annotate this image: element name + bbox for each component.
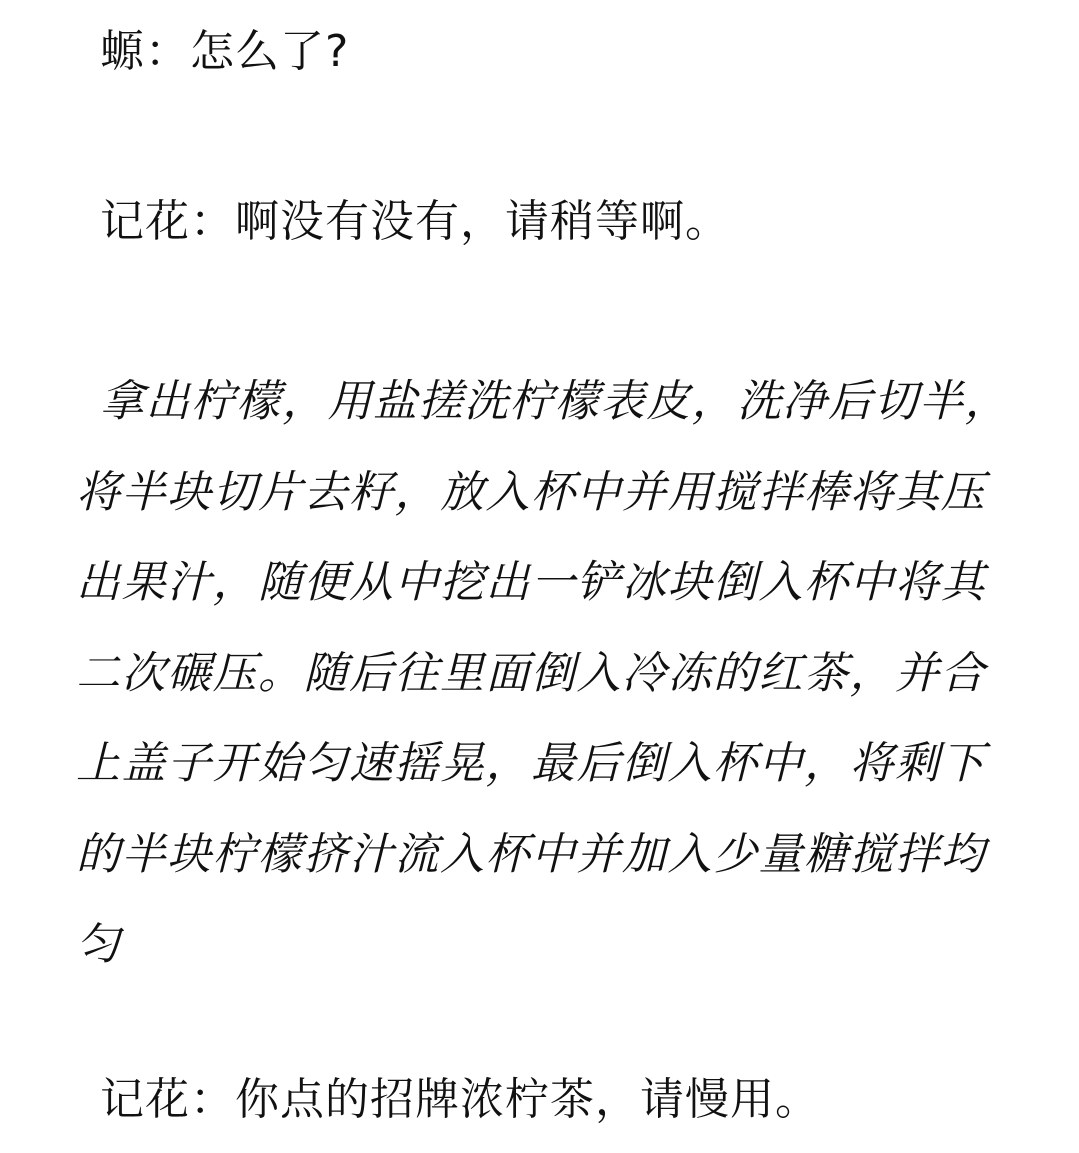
dialogue-line-yuan: 螈：怎么了? (100, 26, 350, 77)
narration-paragraph: 拿出柠檬，用盐搓洗柠檬表皮，洗净后切半，将半块切片去籽，放入杯中并用搅拌棒将其压出果汁，随便从中挖出一铲冰块倒入杯中将其二次碾压。随后往里面倒入冷冻的红茶，并合上盖子开始匀速摇晃，最后倒入杯中，将剩下的半块柠檬挤汁流入杯中并加入少量糖搅拌均匀 (76, 376, 1010, 970)
dialogue-line-jihua-wait: 记花：啊没有没有，请稍等啊。 (100, 196, 730, 247)
dialogue-line-jihua-serve: 记花：你点的招牌浓柠茶，请慢用。 (100, 1074, 820, 1125)
